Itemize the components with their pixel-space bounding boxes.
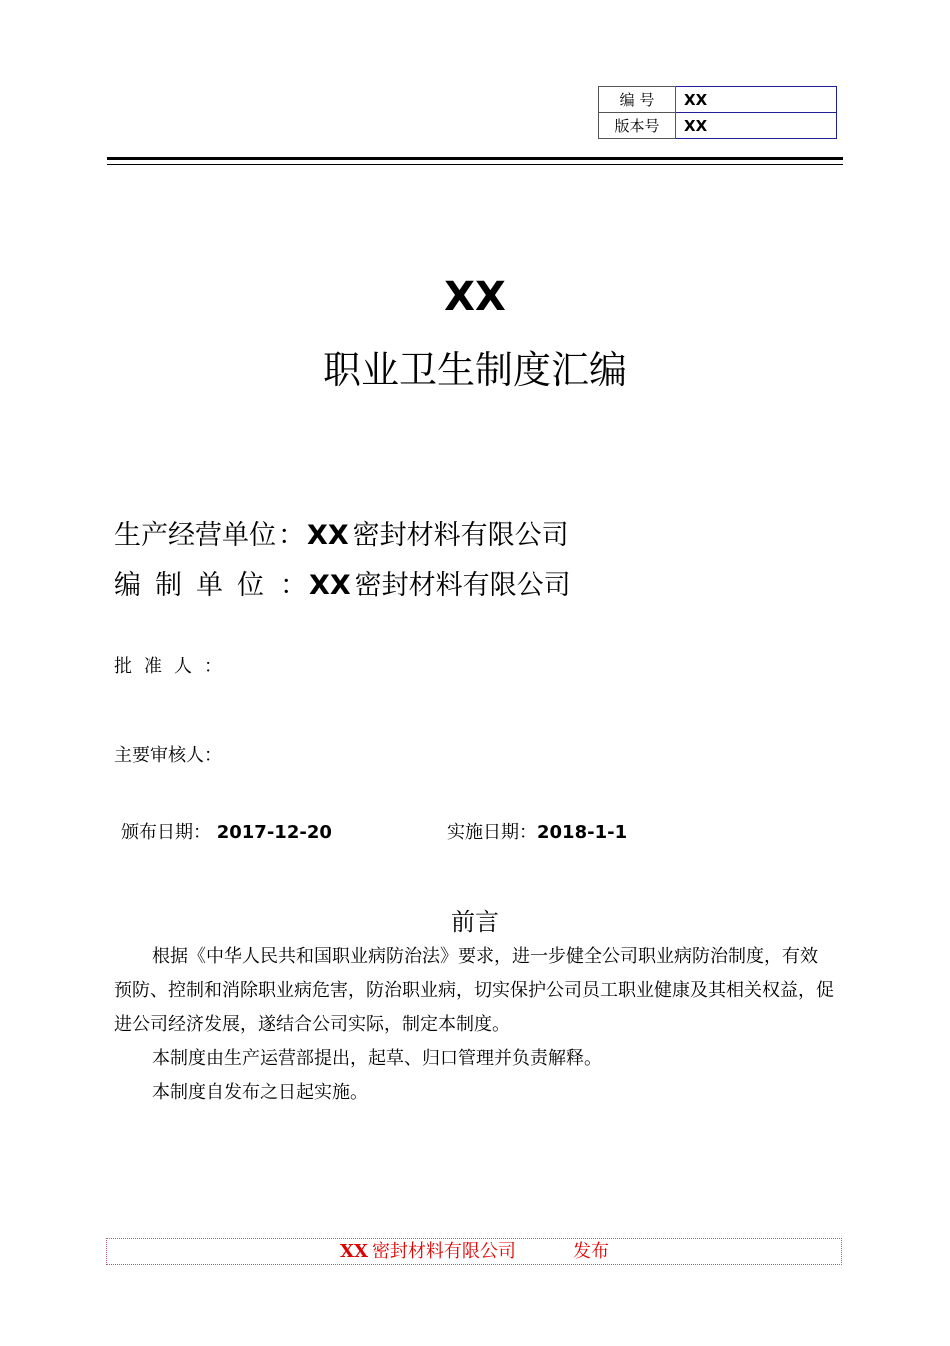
compiling-unit-xx: XX	[309, 570, 351, 601]
issue-date-line	[121, 820, 332, 846]
production-unit-line	[114, 518, 569, 554]
reviewer-line	[114, 743, 222, 769]
preface-body	[114, 940, 834, 1110]
preface-paragraph: 本制度自发布之日起实施。	[152, 1082, 368, 1103]
preface-paragraph: 本制度由生产运营部提出，起草、归口管理并负责解释。	[152, 1048, 602, 1069]
effective-date-value: 2018-1-1	[537, 822, 628, 843]
publisher-company-name: 密封材料有限公司	[371, 1241, 516, 1262]
document-title: 职业卫生制度汇编	[322, 348, 627, 392]
production-unit-xx: XX	[307, 520, 349, 551]
version-number-value: XX	[676, 113, 837, 139]
publisher-company-xx: XX	[340, 1241, 368, 1262]
approver-colon: ：	[204, 656, 222, 677]
document-number-label: 编 号	[599, 87, 676, 113]
compiling-unit-company: 密封材料有限公司	[354, 570, 571, 601]
publisher-company	[340, 1239, 516, 1264]
preface-title: 前言	[451, 908, 499, 936]
production-unit-company: 密封材料有限公司	[352, 520, 569, 551]
header-divider-thin	[107, 164, 843, 165]
publish-label: 发布	[573, 1241, 609, 1262]
reviewer-label: 主要审核人：	[114, 745, 222, 766]
approver-label: 批准人	[114, 656, 204, 677]
production-unit-colon: ：	[278, 520, 305, 551]
compiling-unit-label: 编制单位	[114, 570, 278, 601]
document-number-value: XX	[676, 87, 837, 113]
title-prefix: XX	[444, 274, 506, 320]
version-number-label: 版本号	[599, 113, 676, 139]
approver-line	[114, 654, 222, 680]
document-number-row	[599, 87, 837, 113]
production-unit-label: 生产经营单位	[114, 520, 276, 551]
version-number-row	[599, 113, 837, 139]
publisher-footer	[106, 1238, 842, 1265]
effective-date-line	[447, 820, 627, 846]
compiling-unit-line	[114, 568, 571, 604]
compiling-unit-colon: ：	[280, 570, 307, 601]
issue-date-value: 2017-12-20	[216, 822, 332, 843]
issue-date-label: 颁布日期：	[121, 822, 211, 843]
document-code-table	[598, 86, 837, 139]
preface-paragraph: 根据《中华人民共和国职业病防治法》要求，进一步健全公司职业病防治制度，有效预防、控制和消除职业病危害，防治职业病，切实保护公司员工职业健康及其相关权益，促进公司经济发展，遂结合公司实际，制定本制度。	[114, 946, 834, 1035]
header-divider-thick	[107, 157, 843, 160]
effective-date-label: 实施日期：	[447, 822, 537, 843]
